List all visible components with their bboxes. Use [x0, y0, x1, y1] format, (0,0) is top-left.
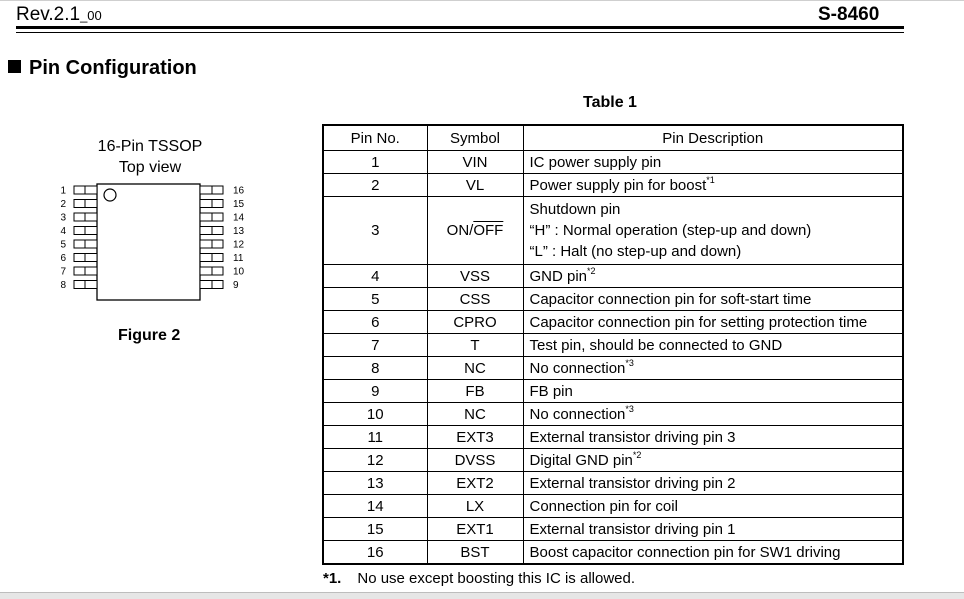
chip-body [97, 184, 200, 300]
pin-lead [74, 186, 97, 194]
pin-symbol: $ON/\overline{OFF}$ [427, 197, 523, 265]
header-symbol: Symbol [427, 125, 523, 151]
package-name: 16-Pin TSSOP [97, 138, 203, 155]
pin-description: No connection$^{*3}$ [523, 403, 903, 426]
pin-number: 5 [323, 288, 427, 311]
pin-number: 11 [323, 426, 427, 449]
pin-number: 2 [323, 174, 427, 197]
table-row [323, 265, 903, 288]
footnote [323, 570, 635, 587]
pin-number: 1 [323, 151, 427, 174]
section-heading: Pin Configuration [8, 57, 197, 80]
pin-symbol: VSS [427, 265, 523, 288]
pin-description: IC power supply pin [523, 151, 903, 174]
pin-symbol: DVSS [427, 449, 523, 472]
table-row [323, 334, 903, 357]
pin-lead [200, 186, 223, 194]
pin-lead [74, 254, 97, 262]
pin-table [322, 124, 904, 565]
pin-lead [74, 213, 97, 221]
pin-number-label: 14 [233, 212, 245, 224]
pin-number-label: 8 [60, 280, 66, 291]
pin-number-label: 7 [60, 266, 66, 278]
pin-number-label: 1 [60, 185, 66, 197]
pin-symbol: FB [427, 380, 523, 403]
pin-number-label: 15 [233, 199, 245, 210]
note-ref: *2 [587, 265, 596, 276]
pin-symbol: EXT1 [427, 518, 523, 541]
pin-description: Capacitor connection pin for soft-start time [523, 288, 903, 311]
pin-description: External transistor driving pin 1 [523, 518, 903, 541]
pin-lead [74, 200, 97, 208]
note-ref: *3 [625, 357, 634, 368]
header-pin-no: Pin No. [323, 125, 427, 151]
pin-number: 6 [323, 311, 427, 334]
pin-number: 3 [323, 197, 427, 265]
table-row [323, 541, 903, 565]
pin-number-label: 3 [60, 212, 66, 224]
footnote-text: No use except boosting this IC is allowed. [357, 570, 636, 587]
pin-lead [200, 281, 223, 289]
table-row [323, 472, 903, 495]
pin-lead [74, 227, 97, 235]
pin-description: Test pin, should be connected to GND [523, 334, 903, 357]
pin-symbol: VL [427, 174, 523, 197]
note-ref: *1 [706, 174, 715, 185]
pin-description: No connection$^{*3}$ [523, 357, 903, 380]
table-row [323, 288, 903, 311]
pin-lead [74, 281, 97, 289]
table-row [323, 495, 903, 518]
pin-description: Connection pin for coil [523, 495, 903, 518]
pin-description: External transistor driving pin 2 [523, 472, 903, 495]
header-description: Pin Description [523, 125, 903, 151]
chip-outline [97, 184, 200, 300]
product-name: S-8460 [818, 4, 880, 25]
table-row [323, 311, 903, 334]
pin-symbol: EXT3 [427, 426, 523, 449]
pin-symbol: NC [427, 403, 523, 426]
revision-label: Rev.2.1_00 [16, 4, 102, 25]
table-row [323, 403, 903, 426]
pin-number-label: 16 [233, 185, 245, 197]
pin-symbol: VIN [427, 151, 523, 174]
table-row [323, 449, 903, 472]
pin-description: Capacitor connection pin for setting protection time [523, 311, 903, 334]
table-row [323, 174, 903, 197]
pin-lead [200, 254, 223, 262]
pin-lead [74, 240, 97, 248]
pin-symbol: CPRO [427, 311, 523, 334]
pin-number-label: 13 [233, 226, 245, 237]
pin-number-label: 11 [233, 253, 244, 264]
pin-number: 15 [323, 518, 427, 541]
table-title: Table 1 [583, 94, 637, 111]
pin-lead [200, 227, 223, 235]
note-ref: *2 [632, 449, 642, 460]
table-row [323, 426, 903, 449]
pin-number: 9 [323, 380, 427, 403]
figure-caption: Figure 2 [118, 327, 181, 344]
pin-number: 10 [323, 403, 427, 426]
pin-number: 14 [323, 495, 427, 518]
pin-lead [74, 267, 97, 275]
pin-description: Power supply pin for boost$^{*1}$ [523, 174, 903, 197]
pin-description: GND pin$^{*2}$ [523, 265, 903, 288]
pin-description: Shutdown pin “H” : Normal operation (step-up and down) “L” : Halt (no step-up and down) [523, 197, 903, 265]
pin-number-label: 5 [60, 239, 66, 251]
table-row [323, 518, 903, 541]
pin-number-label: 4 [60, 226, 66, 237]
note-ref: *3 [625, 403, 634, 414]
pin-description: External transistor driving pin 3 [523, 426, 903, 449]
table-row [323, 380, 903, 403]
pin-symbol: NC [427, 357, 523, 380]
pin-number-label: 10 [233, 266, 245, 278]
pin-symbol: CSS [427, 288, 523, 311]
pin-number-label: 9 [233, 280, 239, 291]
pin-number: 16 [323, 541, 427, 565]
pin-symbol: BST [427, 541, 523, 565]
package-view: Top view [118, 159, 182, 176]
pin-lead [200, 200, 223, 208]
pin-symbol: T [427, 334, 523, 357]
table-row [323, 151, 903, 174]
pin-lead [200, 213, 223, 221]
pin-number: 4 [323, 265, 427, 288]
pin-description: Boost capacitor connection pin for SW1 driving [523, 541, 903, 565]
pin-number: 7 [323, 334, 427, 357]
pin-lead [200, 240, 223, 248]
pin-number: 12 [323, 449, 427, 472]
pin-description: Digital GND pin$^{*2}$ [523, 449, 903, 472]
pin-number: 13 [323, 472, 427, 495]
table-row [323, 357, 903, 380]
tssop-package-diagram [0, 0, 300, 320]
pin-description: FB pin [523, 380, 903, 403]
pin-number-label: 6 [60, 253, 66, 264]
pin-number-label: 12 [233, 239, 245, 251]
pin-symbol: EXT2 [427, 472, 523, 495]
pin-number-label: 2 [60, 199, 66, 210]
pin-number: 8 [323, 357, 427, 380]
pin-lead [200, 267, 223, 275]
footnote-marker: *1. [323, 570, 342, 587]
table-header-row [323, 125, 903, 151]
table-row [323, 197, 903, 265]
pin-symbol: LX [427, 495, 523, 518]
